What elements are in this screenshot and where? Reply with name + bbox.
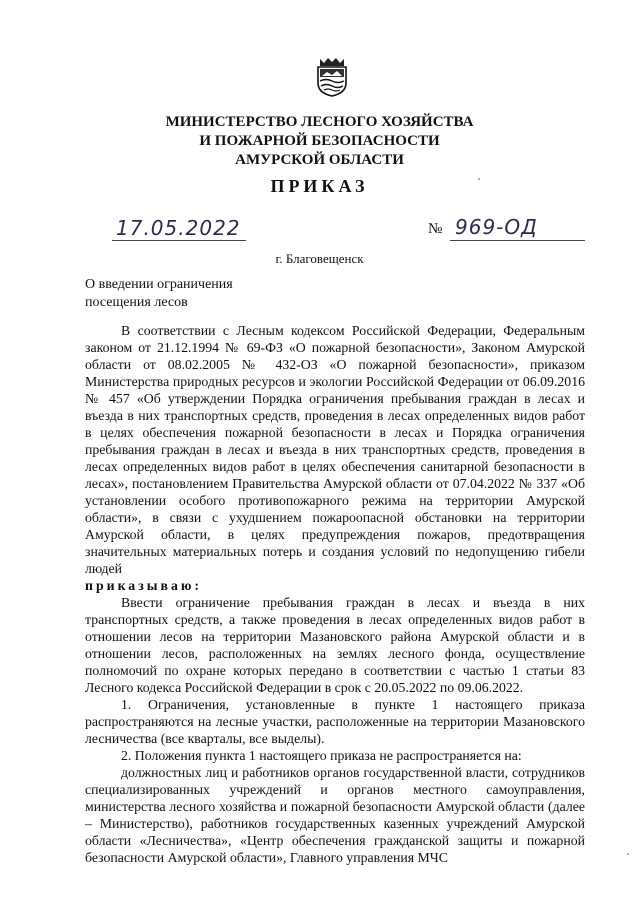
scan-speck xyxy=(478,178,480,180)
ministry-line-3: АМУРСКОЙ ОБЛАСТИ xyxy=(235,152,404,168)
scan-speck xyxy=(627,853,629,855)
order-date: 17.05.2022 xyxy=(116,216,241,240)
document-type-title: ПРИКАЗ xyxy=(270,176,369,196)
subject-line-2: посещения лесов xyxy=(85,295,188,310)
order-number: 969-ОД xyxy=(455,215,538,239)
city-label: г. Благовещенск xyxy=(275,251,364,266)
subject-line-1: О введении ограничения xyxy=(85,277,233,292)
ministry-line-2: И ПОЖАРНОЙ БЕЗОПАСНОСТИ xyxy=(199,133,440,149)
item-1-paragraph: 1. Ограничения, установленные в пункте 1 настоящего приказа распространяются на лесные участки, расположенные на территории Мазановского лесничества (все кварталы, все выделы). xyxy=(85,697,585,746)
ministry-header xyxy=(0,113,639,170)
item-2-text-paragraph: должностных лиц и работников органов государственной власти, сотрудников специализированных учреждений и органов местного самоуправления, министерства лесного хозяйства и пожарной безопасности Амурской области (далее – Министерство), работников государственных казенных учреждений Амурской области «Лесничества», «Центр обеспечения гражданской защиты и пожарной безопасности Амурской области», Главного управления МЧС xyxy=(85,765,585,865)
coat-of-arms-emblem xyxy=(314,57,350,97)
order-word: приказываю: xyxy=(85,578,203,593)
date-underline xyxy=(112,240,246,241)
item-2-paragraph: 2. Положения пункта 1 настоящего приказа не распространяется на: xyxy=(121,748,522,763)
preamble-paragraph: В соответствии с Лесным кодексом Российской Федерации, Федеральным законом от 21.12.1994 № 69-ФЗ «О пожарной безопасности», Законом Амурской области от 08.02.2005 № 432-ОЗ «О пожарной безопасности», приказом Министерства природных ресурсов и экологии Российской Федерации от 06.09.2016 № 457 «Об утверждении Порядка ограничения пребывания граждан в лесах и въезда в них транспортных средств, проведения в лесах определенных видов работ в целях обеспечения пожарной безопасности в лесах и Порядка ограничения пребывания граждан в лесах и въезда в них транспортных средств, проведения в лесах определенных видов работ в целях обеспечения санитарной безопасности в лесах», постановлением Правительства Амурской области от 07.04.2022 № 337 «Об установлении особого противопожарного режима на территории Амурской области», в связи с ухудшением пожароопасной обстановки на территории Амурской области, в целях предупреждения пожаров, предотвращения значительных материальных потерь и создания условий по недопущению гибели людей xyxy=(85,323,585,576)
ministry-line-1: МИНИСТЕРСТВО ЛЕСНОГО ХОЗЯЙСТВА xyxy=(165,114,474,130)
document-body xyxy=(85,322,585,866)
number-underline xyxy=(450,240,585,241)
order-subject xyxy=(85,276,233,312)
number-sign: № xyxy=(428,221,443,237)
main-order-paragraph: Ввести ограничение пребывания граждан в лесах и въезда в них транспортных средств, а также проведения в лесах определенных видов работ в отношении лесов на территории Мазановского района Амурской области и в отношении лесов, расположенных на землях лесного фонда, осуществление полномочий по охране которых передано в соответствии с частью 1 статьи 83 Лесного кодекса Российской Федерации в срок с 20.05.2022 по 09.06.2022. xyxy=(85,595,585,695)
